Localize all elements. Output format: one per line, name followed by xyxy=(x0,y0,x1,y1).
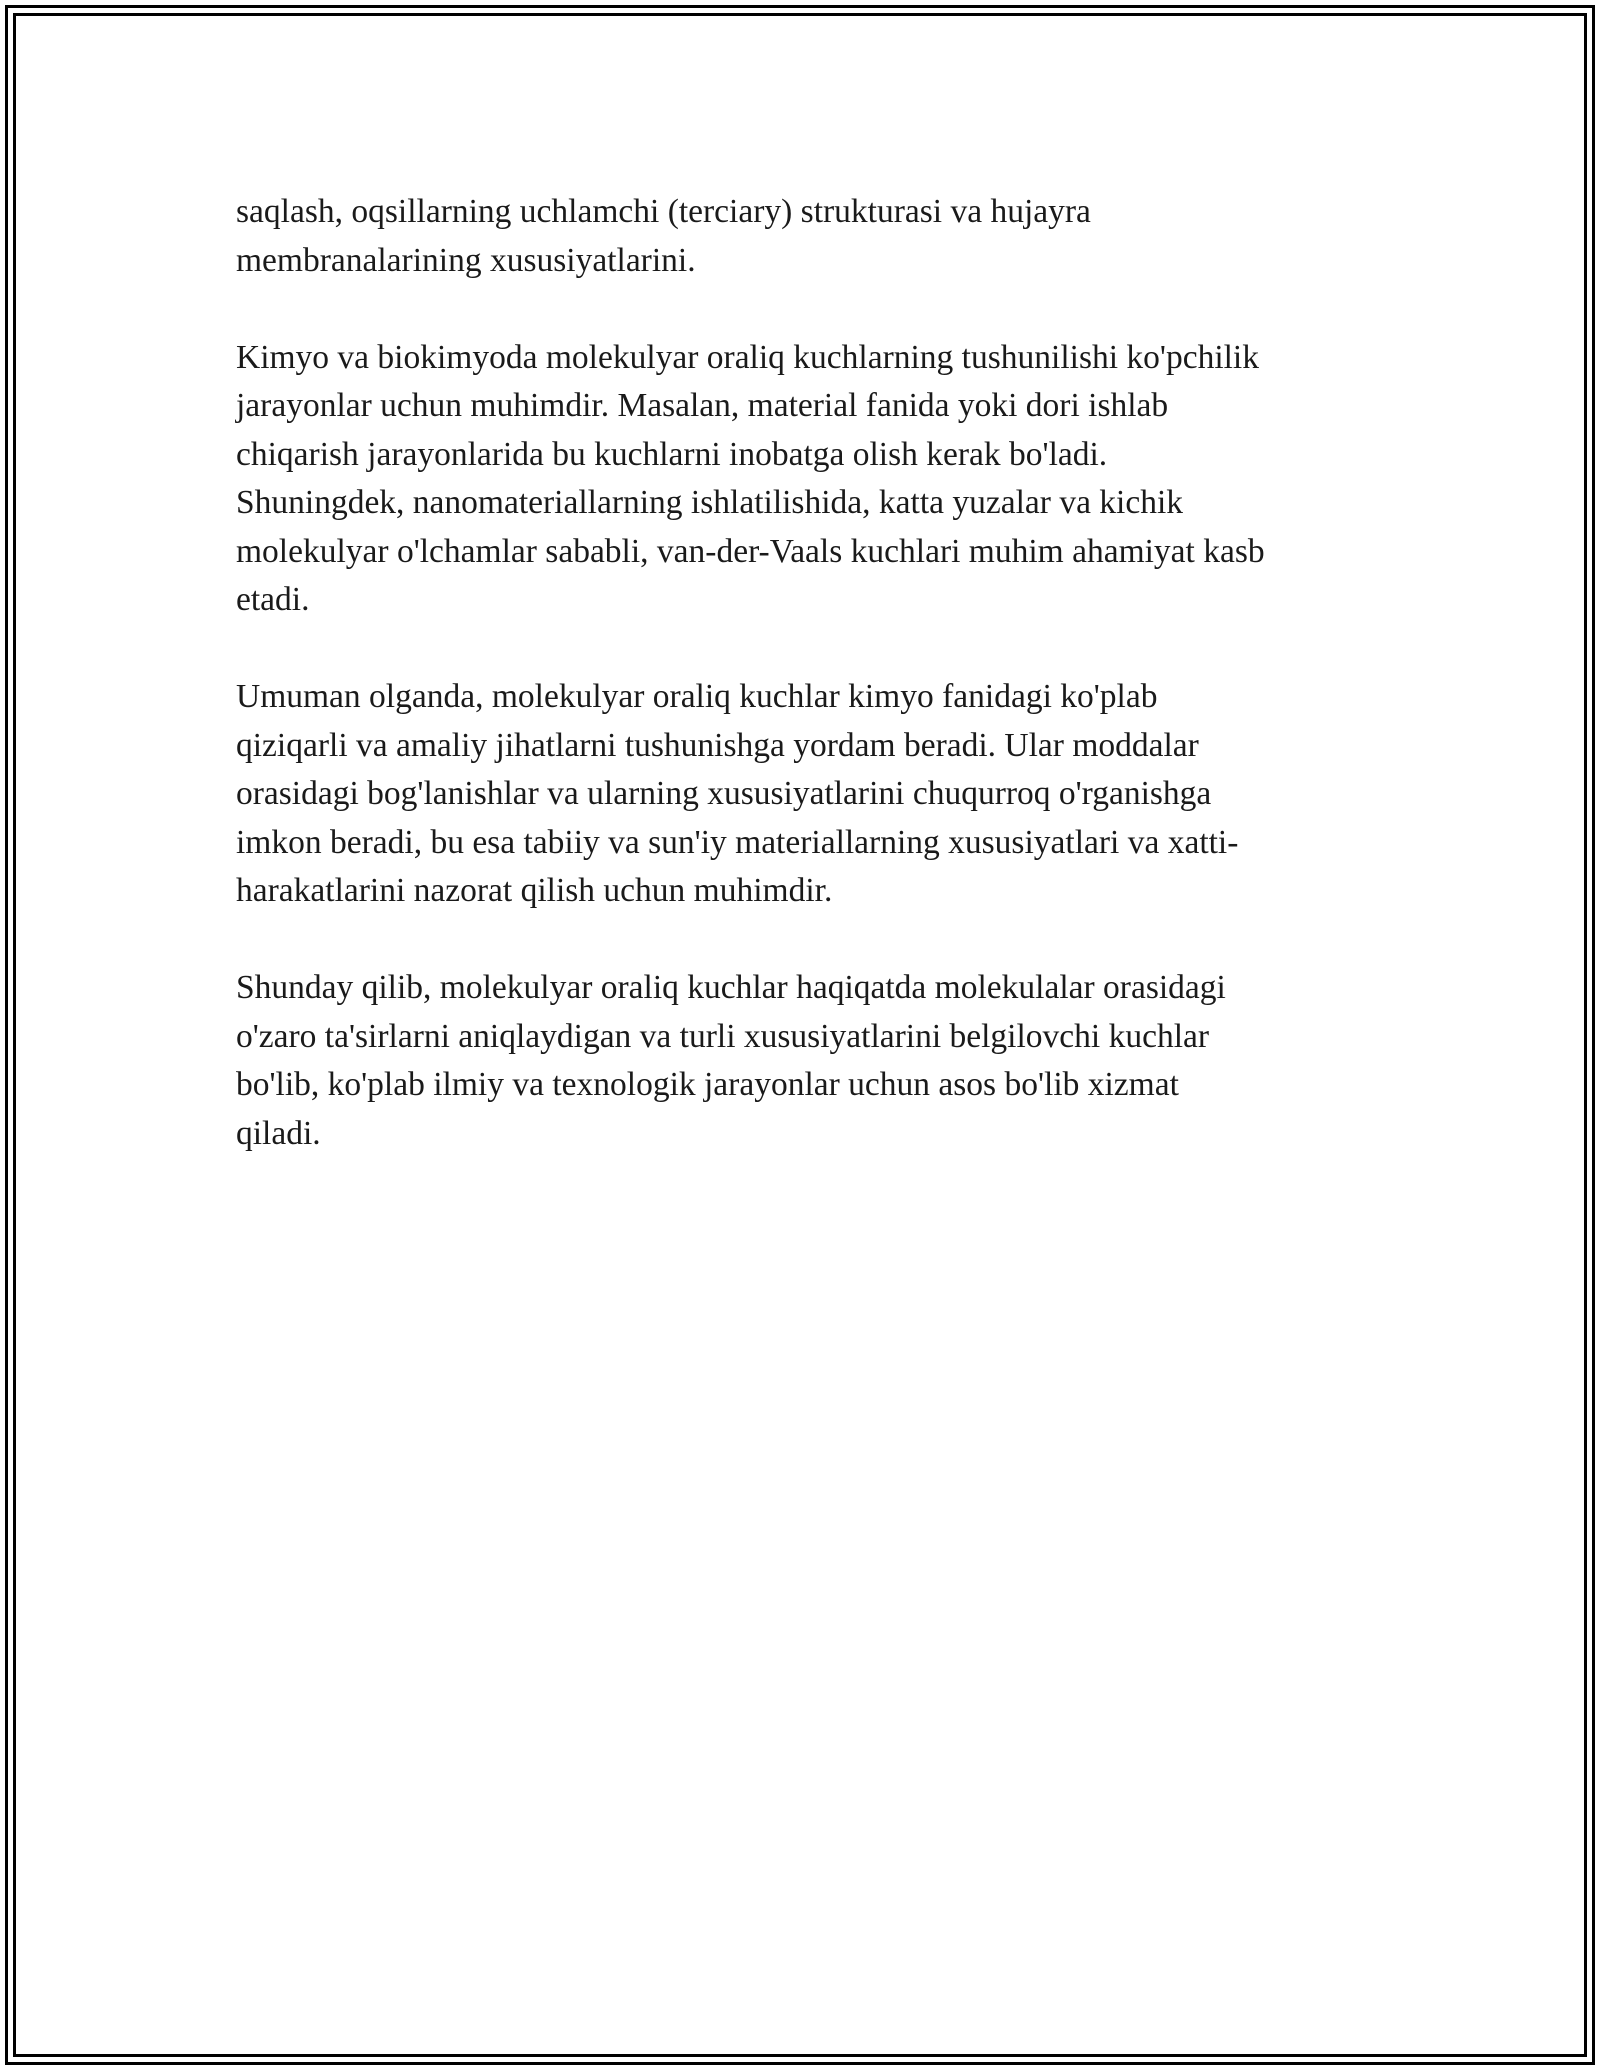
text-line: molekulyar o'lchamlar sababli, van-der-Vaals kuchlari muhim ahamiyat kasb xyxy=(236,532,1265,570)
text-line: o'zaro ta'sirlarni aniqlaydigan va turli xususiyatlarini belgilovchi kuchlar xyxy=(236,1017,1210,1055)
text-line: bo'lib, ko'plab ilmiy va texnologik jarayonlar uchun asos bo'lib xizmat xyxy=(236,1066,1179,1103)
text-line: imkon beradi, bu esa tabiiy va sun'iy materiallarning xususiyatlari va xatti- xyxy=(236,823,1239,861)
text-line: Shuningdek, nanomateriallarning ishlatilishida, katta yuzalar va kichik xyxy=(236,484,1184,521)
paragraph xyxy=(236,673,1386,916)
text-line: orasidagi bog'lanishlar va ularning xususiyatlarini chuqurroq o'rganishga xyxy=(236,775,1212,812)
text-line: Kimyo va biokimyoda molekulyar oraliq kuchlarning tushunilishi ko'pchilik xyxy=(236,338,1259,376)
text-line: qiziqarli va amaliy jihatlarni tushunishga yordam beradi. Ular moddalar xyxy=(236,726,1199,764)
text-line: harakatlarini nazorat qilish uchun muhimdir. xyxy=(236,872,833,909)
text-line: chiqarish jarayonlarida bu kuchlarni inobatga olish kerak bo'ladi. xyxy=(236,435,1108,473)
text-line: qiladi. xyxy=(236,1114,321,1152)
text-line: etadi. xyxy=(236,581,310,618)
document-body xyxy=(236,188,1386,1207)
text-line: Shunday qilib, molekulyar oraliq kuchlar haqiqatda molekulalar orasidagi xyxy=(236,969,1226,1006)
text-line: Umuman olganda, molekulyar oraliq kuchlar kimyo fanidagi ko'plab xyxy=(236,678,1158,715)
text-line: saqlash, oqsillarning uchlamchi (terciary) strukturasi va hujayra xyxy=(236,193,1091,230)
text-line: membranalarining xususiyatlarini. xyxy=(236,241,696,279)
text-line: jarayonlar uchun muhimdir. Masalan, material fanida yoki dori ishlab xyxy=(236,387,1169,424)
paragraph xyxy=(236,334,1386,625)
paragraph xyxy=(236,964,1386,1158)
paragraph xyxy=(236,188,1386,285)
